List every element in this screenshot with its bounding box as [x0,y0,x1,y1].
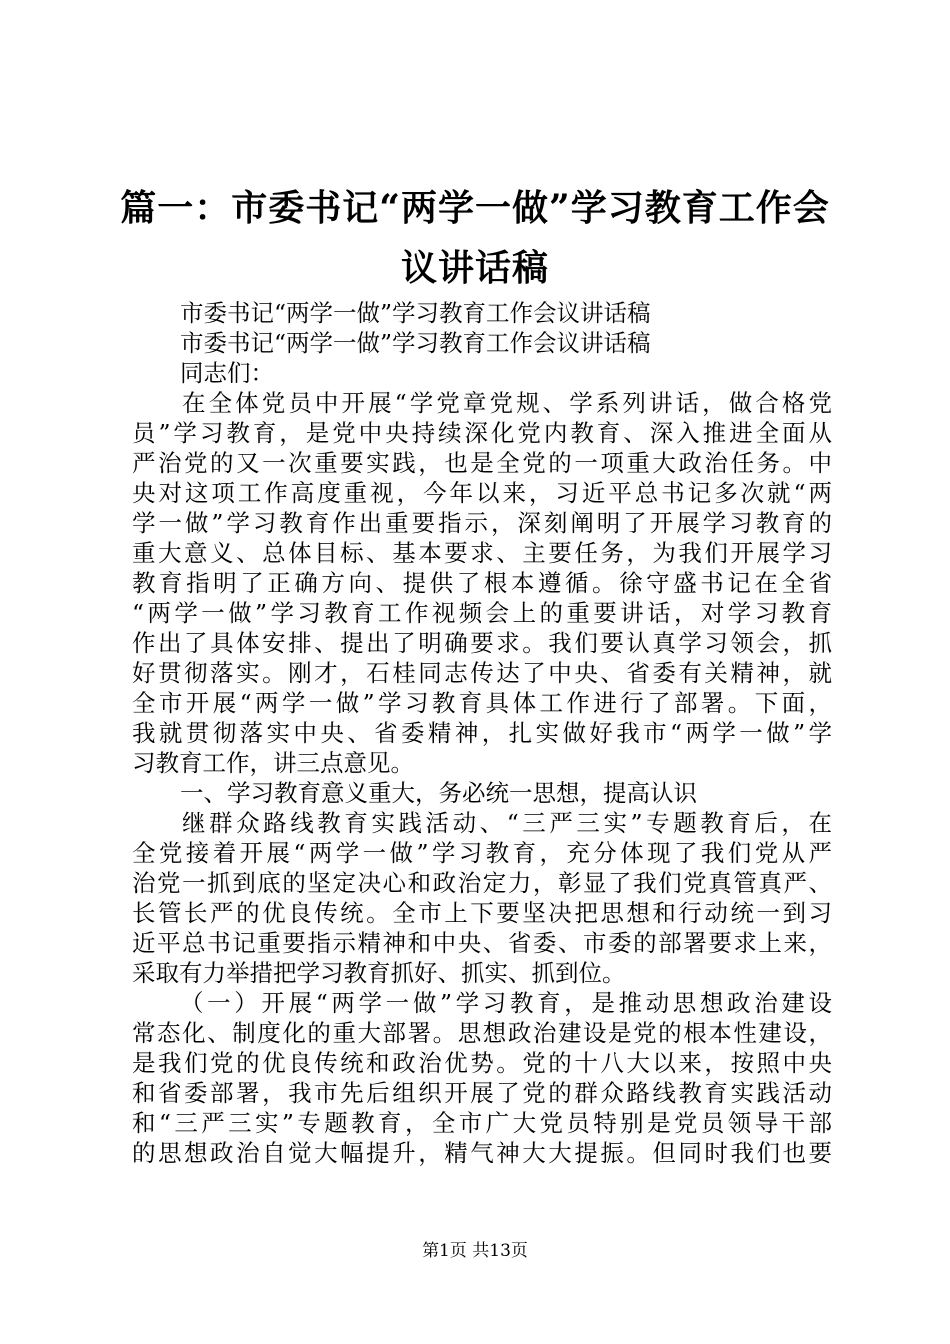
page-number-footer: 第1页 共13页 [422,1241,528,1261]
paragraph-line: 作出了具体安排、提出了明确要求。我们要认真学习领会，抓 [132,629,832,657]
paragraph-line: 常态化、制度化的重大部署。思想政治建设是党的根本性建设， [132,1019,832,1047]
subtitle-line: 市委书记“两学一做”学习教育工作会议讲话稿 [180,299,651,327]
paragraph-line: 治党一抓到底的坚定决心和政治定力，彰显了我们党真管真严、 [132,869,832,897]
paragraph-line: “两学一做”学习教育工作视频会上的重要讲话，对学习教育 [132,599,832,627]
paragraph-line: 在全体党员中开展“学党章党规、学系列讲话，做合格党 [182,389,832,417]
paragraph-line: 我就贯彻落实中央、省委精神，扎实做好我市“两学一做”学 [132,719,832,747]
salutation-line: 同志们： [180,359,274,387]
paragraph-line: 和省委部署，我市先后组织开展了党的群众路线教育实践活动 [132,1079,832,1107]
subtitle-line: 市委书记“两学一做”学习教育工作会议讲话稿 [180,329,651,357]
paragraph-line: 是我们党的优良传统和政治优势。党的十八大以来，按照中央 [132,1049,832,1077]
section-heading: 一、学习教育意义重大，务必统一思想，提高认识 [180,779,697,807]
paragraph-line: （一）开展“两学一做”学习教育，是推动思想政治建设 [180,989,832,1017]
paragraph-line: 近平总书记重要指示精神和中央、省委、市委的部署要求上来， [132,929,832,957]
paragraph-line: 严治党的又一次重要实践，也是全党的一项重大政治任务。中 [132,449,832,477]
paragraph-line: 好贯彻落实。刚才，石桂同志传达了中央、省委有关精神，就 [132,659,832,687]
paragraph-line: 采取有力举措把学习教育抓好、抓实、抓到位。 [132,959,626,987]
paragraph-line: 重大意义、总体目标、基本要求、主要任务，为我们开展学习 [132,539,832,567]
paragraph-line: 教育指明了正确方向、提供了根本遵循。徐守盛书记在全省 [132,569,832,597]
paragraph-line: 全党接着开展“两学一做”学习教育，充分体现了我们党从严 [132,839,832,867]
paragraph-line: 央对这项工作高度重视，今年以来，习近平总书记多次就“两 [132,479,832,507]
document-title-line-2: 议讲话稿 [400,247,549,289]
paragraph-line: 的思想政治自觉大幅提升，精气神大大提振。但同时我们也要 [132,1139,832,1167]
paragraph-line: 习教育工作，讲三点意见。 [132,749,414,777]
paragraph-line: 长管长严的优良传统。全市上下要坚决把思想和行动统一到习 [132,899,832,927]
document-title-line-1: 篇一：市委书记“两学一做”学习教育工作会 [120,187,830,229]
paragraph-line: 全市开展“两学一做”学习教育具体工作进行了部署。下面， [132,689,832,717]
document-body [132,298,832,1168]
paragraph-line: 学一做”学习教育作出重要指示，深刻阐明了开展学习教育的 [132,509,832,537]
paragraph-line: 员”学习教育，是党中央持续深化党内教育、深入推进全面从 [132,419,832,447]
paragraph-line: 继群众路线教育实践活动、“三严三实”专题教育后，在 [182,809,832,837]
paragraph-line: 和“三严三实”专题教育，全市广大党员特别是党员领导干部 [132,1109,832,1137]
